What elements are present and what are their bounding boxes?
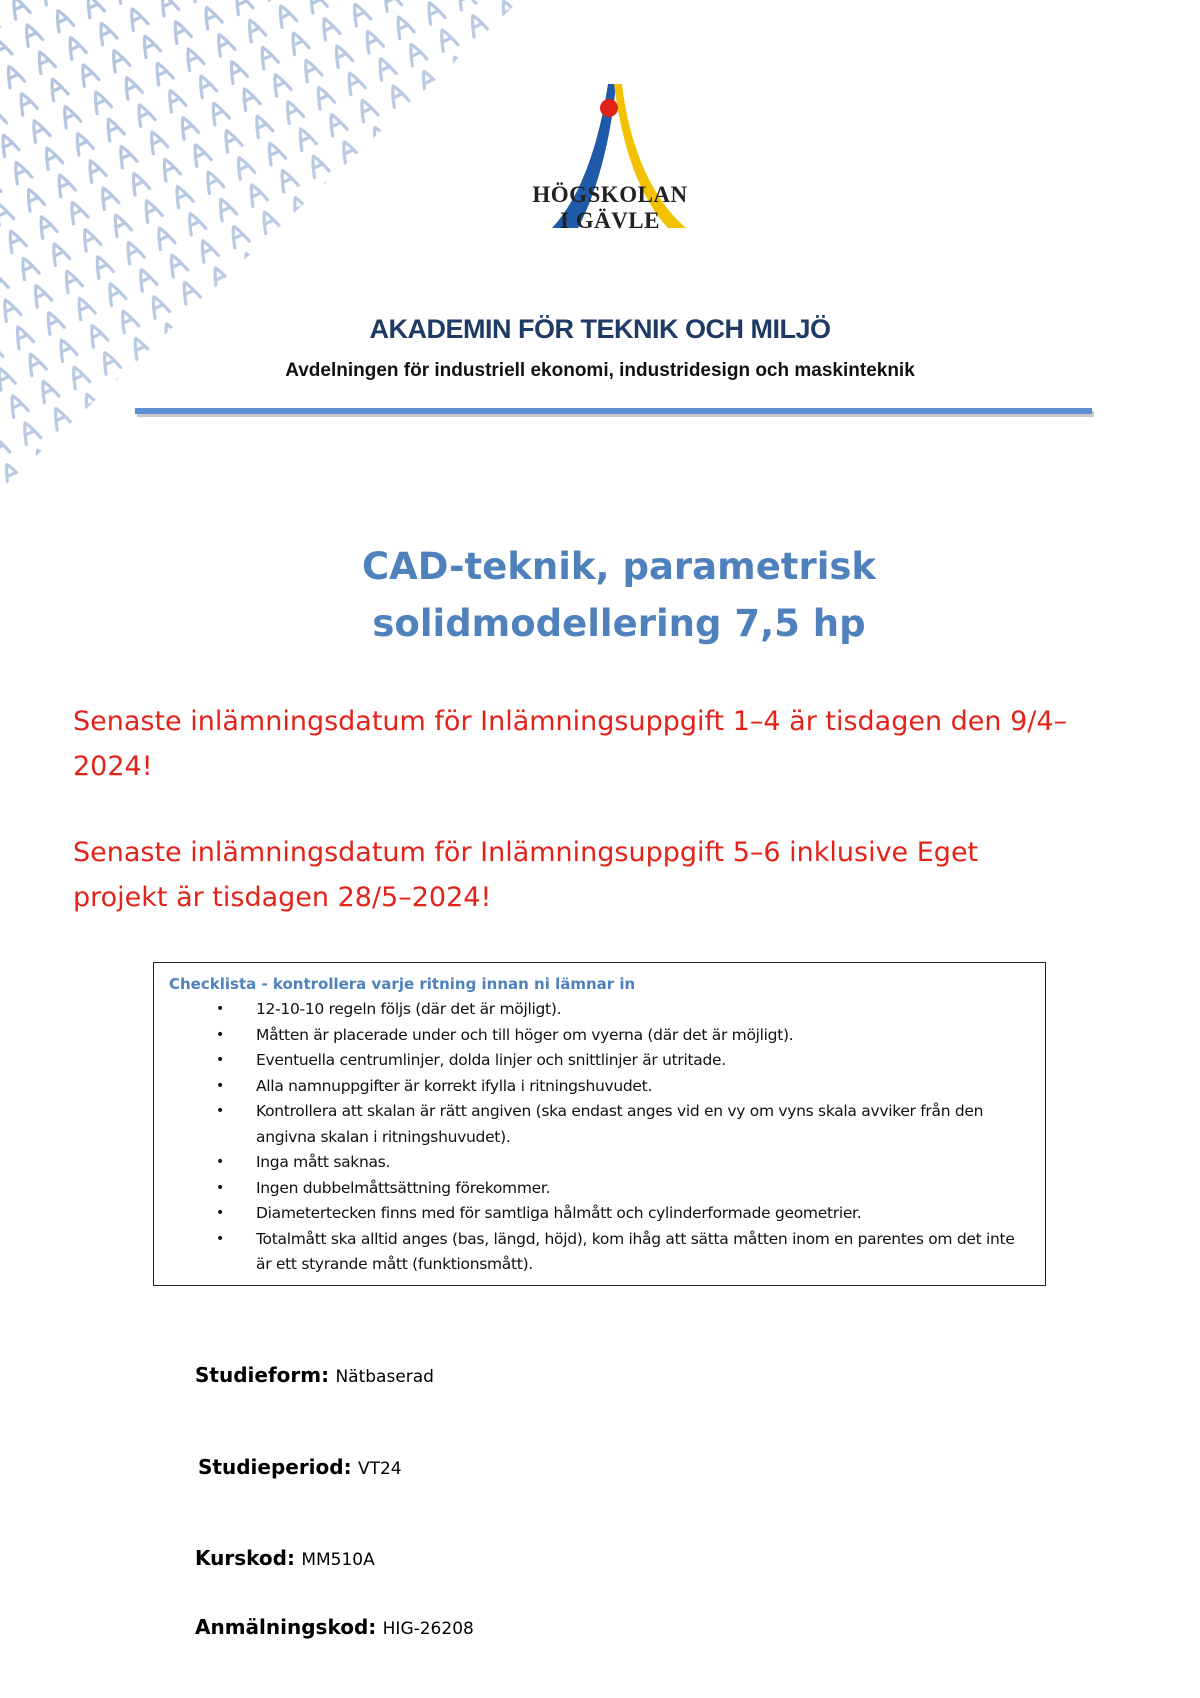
kurskod-value: MM510A: [301, 1550, 375, 1570]
decorative-background-pattern: [0, 0, 520, 490]
logo-text-line1: HÖGSKOLAN: [532, 182, 688, 207]
anmalningskod-row: [195, 1615, 474, 1639]
checklist-item: • Inga mått saknas.: [256, 1150, 1029, 1176]
bullet-icon: •: [216, 1230, 224, 1247]
checklist-item: • Totalmått ska alltid anges (bas, längd, höjd), kom ihåg att sätta måtten inom en parentes om det inte är ett styrande mått (funktionsmått).: [256, 1227, 1029, 1278]
bullet-icon: •: [216, 1077, 224, 1094]
bullet-icon: •: [216, 1154, 224, 1170]
checklist-item: • Kontrollera att skalan är rätt angiven (ska endast anges vid en vy om vyns skala avviker från den angivna skalan i ritningshuvudet).: [256, 1099, 1029, 1150]
bullet-icon: •: [216, 1205, 224, 1221]
course-title: [0, 538, 1200, 652]
anmalningskod-label: Anmälningskod:: [195, 1615, 377, 1639]
checklist-item: • 12-10-10 regeln följs (där det är möjligt).: [256, 997, 1029, 1023]
deadline-notice-1: [73, 699, 1123, 789]
bullet-icon: •: [216, 1103, 224, 1119]
header-divider: [135, 408, 1092, 414]
checklist-item: • Diametertecken finns med för samtliga hålmått och cylinderformade geometrier.: [256, 1201, 1029, 1227]
kurskod-label: Kurskod:: [195, 1546, 295, 1570]
bullet-icon: •: [216, 1052, 224, 1068]
deadline-2-line1: Senaste inlämningsdatum för Inlämningsuppgift 5–6 inklusive Eget: [73, 837, 979, 868]
academy-heading: AKADEMIN FÖR TEKNIK OCH MILJÖ: [369, 314, 831, 344]
bullet-icon: •: [216, 1179, 224, 1196]
division-subheading: Avdelningen för industriell ekonomi, industridesign och maskinteknik: [285, 360, 915, 381]
checklist-box: [153, 962, 1046, 1286]
studieperiod-row: [198, 1455, 402, 1479]
deadline-2-line2: projekt är tisdagen 28/5–2024!: [73, 882, 492, 913]
deadline-notice-2: [73, 830, 1123, 920]
bullet-icon: •: [216, 1001, 224, 1017]
studieform-row: [195, 1363, 434, 1387]
studieform-value: Nätbaserad: [335, 1367, 434, 1387]
course-title-line1: CAD-teknik, parametrisk: [361, 545, 877, 588]
logo-text-line2: I GÄVLE: [560, 208, 660, 233]
deadline-1-line1: Senaste inlämningsdatum för Inlämningsuppgift 1–4 är tisdagen den 9/4–: [73, 706, 1068, 737]
studieperiod-value: VT24: [357, 1459, 402, 1479]
university-logo: [520, 78, 700, 238]
course-title-line2: solidmodellering 7,5 hp: [372, 602, 866, 645]
checklist-list: [169, 997, 1029, 1278]
checklist-item: • Alla namnuppgifter är korrekt ifylla i ritningshuvudet.: [256, 1074, 1029, 1100]
deadline-1-line2: 2024!: [73, 751, 153, 782]
anmalningskod-value: HIG-26208: [382, 1619, 474, 1639]
checklist-item: • Ingen dubbelmåttsättning förekommer.: [256, 1176, 1029, 1202]
checklist-item: • Måtten är placerade under och till höger om vyerna (där det är möjligt).: [256, 1023, 1029, 1049]
checklist-item: • Eventuella centrumlinjer, dolda linjer och snittlinjer är utritade.: [256, 1048, 1029, 1074]
studieperiod-label: Studieperiod:: [198, 1455, 352, 1479]
kurskod-row: [195, 1546, 375, 1570]
checklist-title: Checklista - kontrollera varje ritning innan ni lämnar in: [169, 975, 636, 993]
bullet-icon: •: [216, 1026, 224, 1043]
studieform-label: Studieform:: [195, 1363, 330, 1387]
